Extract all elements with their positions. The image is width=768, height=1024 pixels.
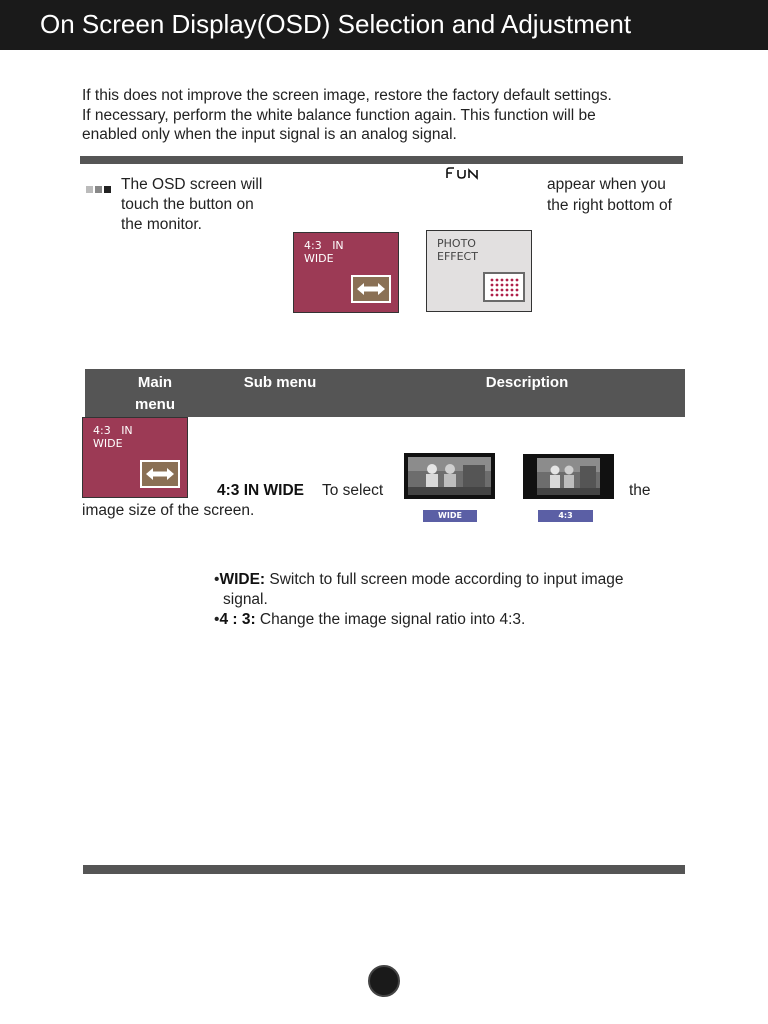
table-header — [85, 369, 685, 417]
page-title: On Screen Display(OSD) Selection and Adjustment — [40, 9, 632, 39]
divider-top — [80, 156, 683, 164]
option-text: signal. — [223, 591, 268, 608]
osd-note-line: the right bottom of — [547, 196, 672, 214]
page-header — [0, 0, 768, 50]
osd-note-line: appear when you — [547, 176, 666, 193]
divider-bottom — [83, 865, 685, 874]
option-key: WIDE: — [219, 571, 266, 588]
button-label: 4:3 IN — [304, 239, 344, 252]
description-text: To select — [322, 482, 384, 499]
standard-screen-thumbnail — [523, 454, 614, 499]
column-label: menu — [134, 396, 175, 413]
sub-menu-name: 4:3 IN WIDE — [217, 482, 304, 499]
fun-logo-icon — [445, 166, 479, 180]
list-item: •WIDE: Switch to full screen mode according to input image — [214, 571, 624, 588]
photo-effect-button[interactable] — [426, 230, 532, 312]
page-number-badge — [368, 965, 400, 997]
photo-image-icon — [408, 457, 491, 495]
button-label: EFFECT — [437, 250, 478, 263]
osd-note-line: the monitor. — [121, 216, 202, 233]
button-label: WIDE — [93, 437, 123, 450]
osd-note-line: The OSD screen will — [121, 176, 263, 193]
column-main-menu — [115, 372, 195, 416]
aspect-ratio-menu-button[interactable] — [82, 417, 188, 498]
wide-screen-thumbnail — [404, 453, 495, 499]
description-text: the — [629, 482, 651, 499]
option-list — [214, 570, 624, 630]
double-arrow-icon — [351, 275, 391, 303]
standard-label: 4:3 — [538, 510, 593, 522]
list-item-continuation — [214, 590, 624, 610]
intro-line: If necessary, perform the white balance function again. This function will be — [82, 106, 596, 124]
option-text: Change the image signal ratio into 4:3. — [255, 611, 526, 628]
intro-line: If this does not improve the screen image, restore the factory default settings. — [82, 87, 612, 104]
option-text: Switch to full screen mode according to input image — [265, 571, 624, 588]
column-sub-menu: Sub menu — [243, 374, 317, 391]
photo-grid-icon — [483, 272, 525, 302]
fun-logo — [445, 166, 479, 184]
option-key: 4 : 3: — [219, 611, 256, 628]
button-label: WIDE — [304, 252, 334, 265]
osd-note-right — [547, 175, 672, 216]
wide-label: WIDE — [423, 510, 477, 522]
photo-image-icon — [537, 458, 600, 495]
column-label: Main — [137, 374, 173, 391]
description-text: image size of the screen. — [82, 502, 255, 519]
aspect-ratio-button[interactable] — [293, 232, 399, 313]
osd-note-line: touch the button on — [121, 196, 254, 213]
bullet-squares-icon — [86, 181, 113, 199]
button-label: PHOTO — [437, 237, 476, 250]
button-label: 4:3 IN — [93, 424, 133, 437]
intro-line: enabled only when the input signal is an analog signal. — [82, 126, 457, 143]
column-description: Description — [485, 374, 569, 391]
double-arrow-icon — [140, 460, 180, 488]
intro-paragraph — [82, 86, 682, 145]
osd-note-left — [121, 175, 262, 235]
list-item: •4 : 3: Change the image signal ratio into 4:3. — [214, 611, 526, 628]
